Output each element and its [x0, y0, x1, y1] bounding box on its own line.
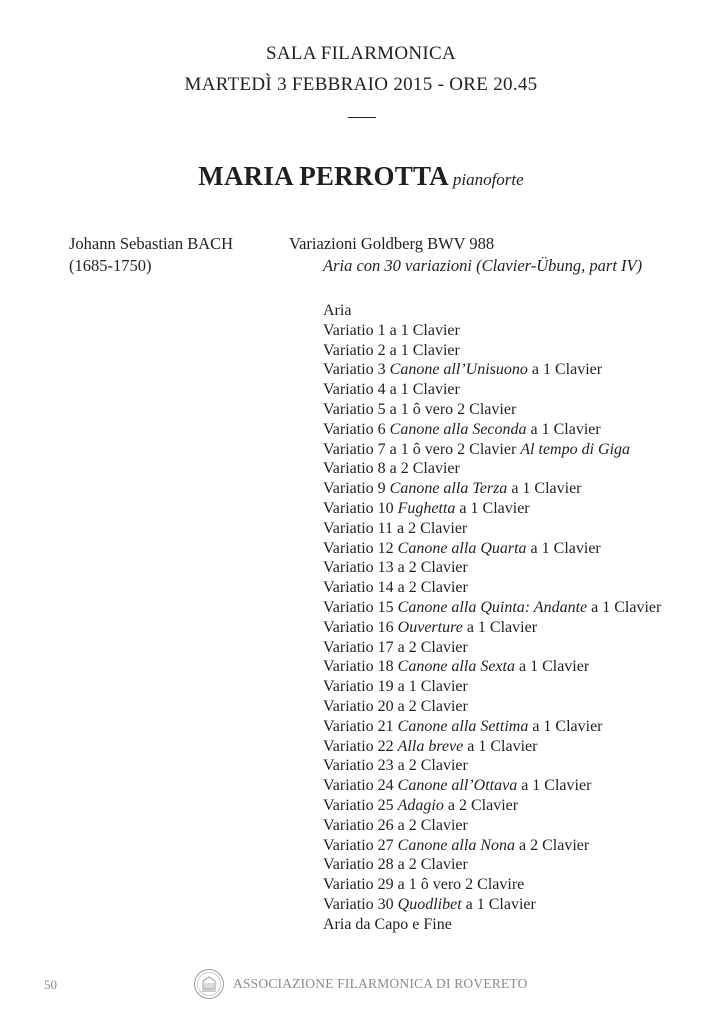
- work-subtitle: Aria con 30 variazioni (Clavier-Übung, part IV): [323, 256, 643, 275]
- movement-item: [323, 539, 661, 559]
- movement-item: [323, 321, 661, 341]
- association-crest-icon: [193, 968, 225, 1000]
- movement-text: Variatio 1 a 1 Clavier: [323, 321, 460, 339]
- composer-name: Johann Sebastian BACH: [69, 234, 234, 253]
- footer: [193, 968, 528, 1000]
- movement-italic-title: Canone all’Ottava: [397, 777, 518, 795]
- page-number: 50: [44, 977, 57, 992]
- movement-text: Variatio 6: [323, 420, 390, 438]
- movement-item: [323, 697, 661, 717]
- movement-item: [323, 776, 661, 796]
- movement-text: Variatio 25: [323, 796, 398, 814]
- movement-text: Variatio 28 a 2 Clavier: [323, 856, 468, 874]
- movement-italic-title: Alla breve: [397, 737, 464, 755]
- movement-item: [323, 440, 661, 460]
- association-name: ASSOCIAZIONE FILARMONICA DI ROVERETO: [233, 976, 528, 991]
- movement-text-suffix: a 1 Clavier: [517, 777, 592, 795]
- movement-item: [323, 341, 661, 361]
- movement-item: [323, 717, 661, 737]
- venue: SALA FILARMONICA: [265, 43, 457, 64]
- movement-text: Variatio 16: [323, 618, 398, 636]
- movement-text: Variatio 18: [323, 658, 398, 676]
- movement-text: Variatio 5 a 1 ô vero 2 Clavier: [323, 400, 517, 418]
- work-title: Variazioni Goldberg BWV 988: [289, 234, 495, 253]
- movement-text: Variatio 14 a 2 Clavier: [323, 579, 468, 597]
- movement-text: Variatio 30: [323, 895, 398, 913]
- movement-italic-title: Canone alla Nona: [397, 836, 515, 854]
- movement-item: [323, 638, 661, 658]
- movement-item: [323, 400, 661, 420]
- movement-text-suffix: a 1 Clavier: [587, 598, 662, 616]
- performer-instrument: pianoforte: [452, 170, 524, 189]
- movement-text: Variatio 10: [323, 499, 398, 517]
- movement-text-suffix: a 1 Clavier: [455, 499, 530, 517]
- movement-text: Variatio 7 a 1 ô vero 2 Clavier: [323, 440, 521, 458]
- movement-text-suffix: a 1 Clavier: [507, 480, 582, 498]
- movement-item: [323, 360, 661, 380]
- movement-text-suffix: a 1 Clavier: [527, 361, 603, 379]
- movement-italic-title: Al tempo di Giga: [520, 440, 631, 458]
- movement-item: [323, 875, 661, 895]
- composer-dates: (1685-1750): [69, 256, 152, 275]
- movement-text: Variatio 12: [323, 539, 398, 557]
- movement-text: Variatio 29 a 1 ô vero 2 Clavire: [323, 876, 525, 894]
- movement-italic-title: Canone alla Sexta: [397, 658, 515, 676]
- movement-item: [323, 756, 661, 776]
- divider: [348, 117, 376, 118]
- movement-item: [323, 479, 661, 499]
- movement-text: Variatio 4 a 1 Clavier: [323, 381, 460, 399]
- movement-italic-title: Ouverture: [397, 618, 463, 636]
- movement-text-suffix: a 1 Clavier: [526, 539, 601, 557]
- movement-text: Variatio 21: [323, 717, 398, 735]
- movement-item: [323, 301, 661, 321]
- performer-name: MARIA PERROTTA: [198, 161, 449, 191]
- movement-item: [323, 855, 661, 875]
- movement-text-suffix: a 1 Clavier: [528, 717, 603, 735]
- movement-italic-title: Canone alla Settima: [397, 717, 529, 735]
- movement-item: [323, 618, 661, 638]
- movement-item: [323, 895, 661, 915]
- movement-text: Variatio 2 a 1 Clavier: [323, 341, 460, 359]
- movement-item: [323, 677, 661, 697]
- movement-item: [323, 657, 661, 677]
- movement-text: Aria da Capo e Fine: [323, 915, 452, 933]
- movement-text: Variatio 17 a 2 Clavier: [323, 638, 468, 656]
- movement-item: [323, 578, 661, 598]
- movement-italic-title: Canone alla Quinta: Andante: [397, 598, 588, 616]
- movement-text: Variatio 9: [323, 480, 390, 498]
- movement-text: Variatio 24: [323, 777, 398, 795]
- movement-item: [323, 459, 661, 479]
- movement-item: [323, 380, 661, 400]
- movement-text-suffix: a 1 Clavier: [463, 737, 538, 755]
- movement-item: [323, 737, 661, 757]
- movement-text-suffix: a 1 Clavier: [526, 420, 601, 438]
- movement-item: [323, 519, 661, 539]
- movement-item: [323, 499, 661, 519]
- movement-item: [323, 598, 661, 618]
- movement-text: Variatio 22: [323, 737, 398, 755]
- movement-italic-title: Canone all’Unisuono: [389, 361, 528, 379]
- movement-text: Variatio 20 a 2 Clavier: [323, 697, 468, 715]
- movement-italic-title: Canone alla Quarta: [397, 539, 527, 557]
- movement-italic-title: Fughetta: [397, 499, 456, 517]
- movement-text: Variatio 8 a 2 Clavier: [323, 460, 460, 478]
- movement-item: [323, 558, 661, 578]
- movement-item: [323, 816, 661, 836]
- movement-item: [323, 836, 661, 856]
- movement-text: Variatio 23 a 2 Clavier: [323, 757, 468, 775]
- movement-text: Variatio 27: [323, 836, 398, 854]
- movement-text: Variatio 15: [323, 598, 398, 616]
- movement-text: Variatio 13 a 2 Clavier: [323, 559, 468, 577]
- movement-text-suffix: a 2 Clavier: [443, 796, 519, 814]
- movement-text: Variatio 3: [323, 361, 390, 379]
- concert-datetime: MARTEDÌ 3 FEBBRAIO 2015 - ORE 20.45: [184, 74, 538, 95]
- movement-text-suffix: a 2 Clavier: [515, 836, 590, 854]
- movement-text: Aria: [323, 302, 352, 319]
- movement-text-suffix: a 1 Clavier: [462, 618, 538, 636]
- movement-item: [323, 796, 661, 816]
- movement-italic-title: Adagio: [397, 796, 444, 814]
- movement-text-suffix: a 1 Clavier: [461, 895, 536, 913]
- movement-list: [323, 301, 661, 935]
- movement-item: [323, 420, 661, 440]
- movement-text-suffix: a 1 Clavier: [514, 658, 590, 676]
- movement-text: Variatio 26 a 2 Clavier: [323, 816, 468, 834]
- performer: [0, 161, 722, 192]
- movement-item: [323, 915, 661, 935]
- movement-italic-title: Canone alla Terza: [389, 480, 508, 498]
- movement-text: Variatio 11 a 2 Clavier: [323, 519, 468, 537]
- movement-italic-title: Canone alla Seconda: [389, 420, 527, 438]
- movement-italic-title: Quodlibet: [397, 895, 462, 913]
- movement-text: Variatio 19 a 1 Clavier: [323, 678, 468, 696]
